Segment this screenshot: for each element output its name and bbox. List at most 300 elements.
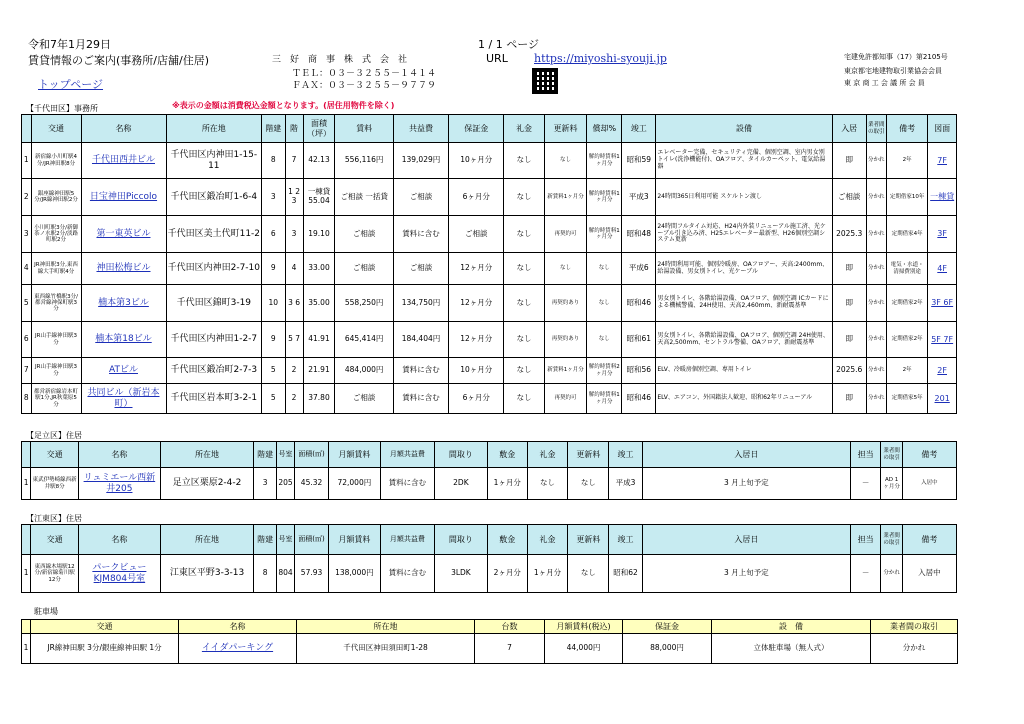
row-rent: ご相談 bbox=[335, 384, 393, 414]
cell-plan bbox=[928, 179, 957, 216]
cell-name bbox=[81, 143, 166, 179]
property-name-link[interactable]: 千代田西井ビル bbox=[91, 155, 155, 166]
row-note: 定期借家5年 bbox=[886, 384, 927, 414]
row-key: なし bbox=[504, 358, 544, 384]
row-no: 3 bbox=[22, 216, 32, 253]
row-count: 7 bbox=[475, 634, 545, 664]
cell-name bbox=[81, 253, 166, 285]
row-no: 4 bbox=[22, 253, 32, 285]
col-access: 交通 bbox=[31, 442, 79, 468]
row-note: 定期借家2年 bbox=[886, 322, 927, 358]
row-renew: 再契約可 bbox=[544, 384, 587, 414]
row-deposit: 2ヶ月分 bbox=[487, 555, 527, 593]
row-area: 33.00 bbox=[303, 253, 335, 285]
col-area: 面積(㎡) bbox=[295, 525, 329, 555]
col-floors: 階建 bbox=[254, 525, 276, 555]
col-count: 台数 bbox=[475, 620, 545, 634]
col-built: 竣工 bbox=[609, 442, 643, 468]
floor-plan-link[interactable]: 7F bbox=[937, 155, 947, 165]
row-renew: なし bbox=[544, 143, 587, 179]
row-move: 2025.6 bbox=[832, 358, 866, 384]
row-floor: 3 bbox=[285, 216, 303, 253]
row-access: 東西線木場駅12分/新宿線菊川駅12分 bbox=[31, 555, 79, 593]
floor-plan-link[interactable]: 2F bbox=[937, 365, 947, 375]
col-floor: 階 bbox=[285, 115, 303, 143]
row-common: 139,029円 bbox=[393, 143, 448, 179]
row-area: 21.91 bbox=[303, 358, 335, 384]
row-floors: 6 bbox=[262, 216, 285, 253]
row-note: 2年 bbox=[886, 358, 927, 384]
row-move: 2025.3 bbox=[832, 216, 866, 253]
col-amort: 償却% bbox=[587, 115, 622, 143]
row-built: 昭和59 bbox=[622, 143, 656, 179]
row-renew: 新賃料1ヶ月分 bbox=[544, 179, 587, 216]
row-no: 8 bbox=[22, 384, 32, 414]
row-renew: なし bbox=[544, 253, 587, 285]
row-trade: 分かれ bbox=[866, 384, 886, 414]
row-no: 1 bbox=[22, 143, 32, 179]
col-trade: 業者間の取引 bbox=[866, 115, 886, 143]
col-access: 交通 bbox=[31, 115, 81, 143]
row-area: 41.91 bbox=[303, 322, 335, 358]
cell-plan bbox=[928, 322, 957, 358]
row-no: 5 bbox=[22, 285, 32, 322]
row-access: JR神田駅3分,東西線大手町駅4分 bbox=[31, 253, 81, 285]
company-tel: ＴＥＬ：０３－３２５５－１４１４ bbox=[292, 69, 437, 79]
row-key: なし bbox=[504, 384, 544, 414]
col-deposit: 敷金 bbox=[487, 525, 527, 555]
row-built: 平成3 bbox=[609, 468, 643, 500]
row-common: ご相談 bbox=[393, 179, 448, 216]
cell-name bbox=[81, 358, 166, 384]
row-renew: 再契約あり bbox=[544, 285, 587, 322]
row-move: 即 bbox=[832, 285, 866, 322]
property-name-link[interactable]: 神田松梅ビル bbox=[96, 263, 151, 274]
row-area: 37.80 bbox=[303, 384, 335, 414]
row-no: 1 bbox=[22, 468, 31, 500]
row-floors: 9 bbox=[262, 253, 285, 285]
row-layout: 3LDK bbox=[434, 555, 487, 593]
col-common: 月額共益費 bbox=[380, 525, 434, 555]
col-floors: 階建 bbox=[254, 442, 276, 468]
row-layout: 2DK bbox=[434, 468, 487, 500]
row-addr: 千代田区内神田1-2-7 bbox=[166, 322, 262, 358]
row-amort: 解約時賃料1ヶ月分 bbox=[587, 179, 622, 216]
table-row[interactable] bbox=[22, 555, 957, 593]
row-amort: なし bbox=[587, 322, 622, 358]
page-indicator: 1 / 1 ページ bbox=[478, 38, 539, 51]
col-no bbox=[22, 442, 31, 468]
row-addr: 千代田区鍛冶町1-6-4 bbox=[166, 179, 262, 216]
row-equip: 男女別トイレ、各階給湯設備、OAフロア、個別空調 24H使用、天高2,500mm、セントラル警備、OAフロア、新耐震基準 bbox=[656, 322, 832, 358]
cell-plan bbox=[928, 253, 957, 285]
row-key: 1ヶ月分 bbox=[527, 555, 568, 593]
col-rent: 月額賃料 bbox=[328, 442, 380, 468]
row-room: 205 bbox=[276, 468, 294, 500]
row-amort: 解約時賃料1ヶ月分 bbox=[587, 143, 622, 179]
cell-plan bbox=[928, 384, 957, 414]
cell-name bbox=[81, 384, 166, 414]
floor-plan-link[interactable]: 3F bbox=[937, 229, 947, 239]
row-address: 足立区栗原2-4-2 bbox=[160, 468, 254, 500]
row-move: 即 bbox=[832, 322, 866, 358]
row-common: 賃料に含む bbox=[393, 216, 448, 253]
row-floors: 3 bbox=[254, 468, 276, 500]
row-addr: 千代田区内神田1-15-11 bbox=[166, 143, 262, 179]
col-address: 所在地 bbox=[166, 115, 262, 143]
row-addr: 千代田区錦町3-19 bbox=[166, 285, 262, 322]
table-row[interactable] bbox=[22, 143, 957, 179]
row-floor: 5 7 bbox=[285, 322, 303, 358]
row-move: 3 月上旬予定 bbox=[642, 555, 850, 593]
row-floor: 2 bbox=[285, 358, 303, 384]
row-floors: 5 bbox=[262, 358, 285, 384]
row-access: JR山手線神田駅3分 bbox=[31, 358, 81, 384]
col-name: 名称 bbox=[79, 525, 161, 555]
col-key: 礼金 bbox=[527, 525, 568, 555]
row-move: 即 bbox=[832, 143, 866, 179]
association-2: 東 京 商 工 会 議 所 会 員 bbox=[844, 79, 925, 87]
floor-plan-link[interactable]: 一棟貸 bbox=[930, 192, 955, 202]
floor-plan-link[interactable]: 3F 6F bbox=[931, 298, 954, 308]
parking-table bbox=[21, 619, 958, 664]
table-row[interactable] bbox=[22, 634, 958, 664]
cell-name bbox=[81, 322, 166, 358]
row-rent: 138,000円 bbox=[328, 555, 380, 593]
col-rent: 月額賃料(税込) bbox=[545, 620, 623, 634]
row-access: 東西線竹橋駅3分/都営線神保町駅3分 bbox=[31, 285, 81, 322]
col-address: 所在地 bbox=[160, 442, 254, 468]
col-built: 竣工 bbox=[622, 115, 656, 143]
parking-header-row bbox=[22, 620, 958, 634]
row-key: なし bbox=[504, 143, 544, 179]
company-name: 三 好 商 事 株 式 会 社 bbox=[272, 55, 408, 65]
col-layout: 間取り bbox=[434, 442, 487, 468]
row-key: なし bbox=[504, 322, 544, 358]
row-no: 6 bbox=[22, 322, 32, 358]
property-name-link[interactable]: 楠本第18ビル bbox=[95, 334, 152, 345]
row-address: 江東区平野3-3-13 bbox=[160, 555, 254, 593]
row-note: 2年 bbox=[886, 143, 927, 179]
col-staff: 担当 bbox=[850, 442, 881, 468]
row-area: 57.93 bbox=[295, 555, 329, 593]
row-addr: 千代田区美土代町11-2 bbox=[166, 216, 262, 253]
table-row[interactable] bbox=[22, 384, 957, 414]
row-equip: 24時間利用可能、個別冷暖房、OAフロアー、天高:2400mm、給湯設備、男女別トイレ、光ケーブル bbox=[656, 253, 832, 285]
office-header-row bbox=[22, 115, 957, 143]
row-key: なし bbox=[504, 216, 544, 253]
cell-plan bbox=[928, 216, 957, 253]
col-access: 交通 bbox=[31, 620, 179, 634]
row-built: 昭和46 bbox=[622, 384, 656, 414]
website-link[interactable]: https://miyoshi-syouji.jp bbox=[534, 52, 667, 65]
row-note: 定期借家2年 bbox=[886, 285, 927, 322]
row-area: 35.00 bbox=[303, 285, 335, 322]
row-amort: なし bbox=[587, 253, 622, 285]
row-note: 定期借家4年 bbox=[886, 216, 927, 253]
issue-date: 令和7年1月29日 bbox=[28, 38, 111, 51]
license-number: 宅建免許都知事（17）第2105号 bbox=[844, 53, 948, 61]
row-equip: 男女別トイレ、各階給湯設備、OAフロア、個別空調 ICカードによる機械警備、24H使用、天高2,460mm、新耐震基準 bbox=[656, 285, 832, 322]
col-name: 名称 bbox=[81, 115, 166, 143]
table-row[interactable] bbox=[22, 179, 957, 216]
col-address: 所在地 bbox=[297, 620, 475, 634]
koto-header-row bbox=[22, 525, 957, 555]
table-row[interactable] bbox=[22, 358, 957, 384]
row-trade: 分かれ bbox=[866, 322, 886, 358]
row-equip: 24時間365日利用可能 スケルトン渡し bbox=[656, 179, 832, 216]
row-deposit: 88,000円 bbox=[623, 634, 712, 664]
row-no: 1 bbox=[22, 634, 31, 664]
row-amort: 解約時賃料1ヶ月分 bbox=[587, 216, 622, 253]
row-access: 小川町駅3分/新御茶ノ水駅2分/淡路町駅2分 bbox=[31, 216, 81, 253]
row-equip: ELV、エアコン、外国籍法人歓迎、昭和62年リニューアル bbox=[656, 384, 832, 414]
row-common: 賃料に含む bbox=[393, 384, 448, 414]
property-name-link[interactable]: 楠本第3ビル bbox=[98, 297, 149, 308]
col-common: 共益費 bbox=[393, 115, 448, 143]
top-page-link[interactable]: トップページ bbox=[38, 78, 104, 91]
row-trade: 分かれ bbox=[866, 358, 886, 384]
col-room: 号室 bbox=[276, 442, 294, 468]
parking-name-link[interactable]: イイダパーキング bbox=[201, 643, 274, 654]
row-key: なし bbox=[527, 468, 568, 500]
col-equip: 設 備 bbox=[712, 620, 871, 634]
row-amort: 解約時賃料2ヶ月分 bbox=[587, 358, 622, 384]
col-no bbox=[22, 115, 32, 143]
row-equip: エレベーター完備、セキュリティ完備、個別空調、室内男女別トイレ(洗浄機能付)、OAフロア、タイルカーペット、電気給湯器 bbox=[656, 143, 832, 179]
col-trade: 業者間の取引 bbox=[881, 442, 902, 468]
cell-name bbox=[81, 285, 166, 322]
row-floors: 9 bbox=[262, 322, 285, 358]
association-1: 東京都宅地建物取引業協会会員 bbox=[844, 67, 942, 75]
koto-section-title: 【江東区】住居 bbox=[26, 514, 82, 523]
col-move: 入居 bbox=[832, 115, 866, 143]
tax-note: ※表示の金額は消費税込金額となります。(居住用物件を除く) bbox=[172, 101, 395, 110]
row-area: 42.13 bbox=[303, 143, 335, 179]
row-built: 昭和46 bbox=[622, 285, 656, 322]
col-deposit: 敷金 bbox=[487, 442, 527, 468]
row-floors: 8 bbox=[254, 555, 276, 593]
row-floor: 4 bbox=[285, 253, 303, 285]
table-row[interactable] bbox=[22, 468, 957, 500]
row-floors: 5 bbox=[262, 384, 285, 414]
row-built: 昭和62 bbox=[609, 555, 643, 593]
row-common: ご相談 bbox=[393, 253, 448, 285]
row-move: ご相談 bbox=[832, 179, 866, 216]
col-staff: 担当 bbox=[850, 525, 881, 555]
row-trade: AD 1ヶ月分 bbox=[881, 468, 902, 500]
koto-table bbox=[21, 524, 957, 593]
row-deposit: 12ヶ月分 bbox=[449, 322, 504, 358]
row-trade: 分かれ bbox=[866, 216, 886, 253]
row-room: 804 bbox=[276, 555, 294, 593]
row-no: 1 bbox=[22, 555, 31, 593]
row-renew: なし bbox=[568, 468, 609, 500]
row-floor: 7 bbox=[285, 143, 303, 179]
row-floors: 8 bbox=[262, 143, 285, 179]
floor-plan-link[interactable]: 4F bbox=[937, 263, 947, 273]
property-name-link[interactable]: ATビル bbox=[109, 365, 138, 376]
row-area: 一棟貸 55.04 bbox=[303, 179, 335, 216]
floor-plan-link[interactable]: 5F 7F bbox=[931, 334, 954, 344]
col-note: 備考 bbox=[902, 442, 956, 468]
row-equip: 立体駐車場（無人式） bbox=[712, 634, 871, 664]
cell-plan bbox=[928, 358, 957, 384]
row-note: 電気・水道・清掃費別途 bbox=[886, 253, 927, 285]
col-layout: 間取り bbox=[434, 525, 487, 555]
row-floors: 3 bbox=[262, 179, 285, 216]
row-common: 賃料に含む bbox=[380, 555, 434, 593]
row-common: 184,404円 bbox=[393, 322, 448, 358]
row-built: 昭和56 bbox=[622, 358, 656, 384]
row-trade: 分かれ bbox=[881, 555, 902, 593]
row-floors: 10 bbox=[262, 285, 285, 322]
row-access: 銀座線神田駅5分/JR線神田駅2分 bbox=[31, 179, 81, 216]
col-common: 月額共益費 bbox=[380, 442, 434, 468]
row-access: 都営新宿線岩本町駅1分,JR秋葉原5分 bbox=[31, 384, 81, 414]
row-deposit: 10ヶ月分 bbox=[449, 143, 504, 179]
row-area: 19.10 bbox=[303, 216, 335, 253]
row-area: 45.32 bbox=[295, 468, 329, 500]
parking-section-title: 駐車場 bbox=[34, 607, 58, 616]
col-deposit: 保証金 bbox=[623, 620, 712, 634]
row-rent: ご相談 bbox=[335, 216, 393, 253]
row-equip: ELV、冷暖房個別空調、専用トイレ bbox=[656, 358, 832, 384]
table-row[interactable] bbox=[22, 216, 957, 253]
office-section-title: 【千代田区】事務所 bbox=[26, 104, 98, 113]
col-no bbox=[22, 620, 31, 634]
col-built: 竣工 bbox=[609, 525, 643, 555]
row-floor: 1 2 3 bbox=[285, 179, 303, 216]
row-note: 入居中 bbox=[902, 555, 956, 593]
row-access: 東武伊勢崎線西新井駅8分 bbox=[31, 468, 79, 500]
property-name-link[interactable]: パークビューKJM804号室 bbox=[92, 563, 147, 584]
property-name-link[interactable]: 第一東英ビル bbox=[96, 228, 151, 239]
table-row[interactable] bbox=[22, 285, 957, 322]
col-move: 入居日 bbox=[642, 442, 850, 468]
row-amort: なし bbox=[587, 285, 622, 322]
col-equip: 設備 bbox=[656, 115, 832, 143]
col-room: 号室 bbox=[276, 525, 294, 555]
row-key: なし bbox=[504, 179, 544, 216]
row-deposit: 12ヶ月分 bbox=[449, 285, 504, 322]
qr-code[interactable] bbox=[532, 68, 558, 94]
floor-plan-link[interactable]: 201 bbox=[934, 393, 950, 403]
row-addr: 千代田区岩本町3-2-1 bbox=[166, 384, 262, 414]
row-access: 新宿線小川町駅4分/JR神田駅8分 bbox=[31, 143, 81, 179]
row-amort: 解約時賃料1ヶ月分 bbox=[587, 384, 622, 414]
row-addr: 千代田区内神田2-7-10 bbox=[166, 253, 262, 285]
row-built: 平成6 bbox=[622, 253, 656, 285]
col-trade: 業者間の取引 bbox=[871, 620, 958, 634]
table-row[interactable] bbox=[22, 322, 957, 358]
row-deposit: 12ヶ月分 bbox=[449, 253, 504, 285]
col-access: 交通 bbox=[31, 525, 79, 555]
row-addr: 千代田区鍛冶町2-7-3 bbox=[166, 358, 262, 384]
url-label: URL bbox=[486, 52, 508, 65]
row-rent: 645,414円 bbox=[335, 322, 393, 358]
row-rent: 44,000円 bbox=[545, 634, 623, 664]
col-floors: 階建 bbox=[262, 115, 285, 143]
col-key: 礼金 bbox=[527, 442, 568, 468]
col-renew: 更新料 bbox=[544, 115, 587, 143]
row-rent: ご相談 一括貸 bbox=[335, 179, 393, 216]
row-move: 即 bbox=[832, 253, 866, 285]
property-name-link[interactable]: リュミエール西新井205 bbox=[83, 473, 156, 494]
property-name-link[interactable]: 日宝神田Piccolo bbox=[89, 191, 158, 202]
row-renew: 再契約可 bbox=[544, 216, 587, 253]
row-equip: 24時間フルタイム対応、H24内外装リニューアル施工済、光ケーブル引き込み済、H25エレベーター最新型、H26個別空調システム更新 bbox=[656, 216, 832, 253]
row-rent: ご相談 bbox=[335, 253, 393, 285]
row-renew: なし bbox=[568, 555, 609, 593]
adachi-table bbox=[21, 441, 957, 500]
row-deposit: ご相談 bbox=[449, 216, 504, 253]
col-address: 所在地 bbox=[160, 525, 254, 555]
cell-plan bbox=[928, 143, 957, 179]
col-trade: 業者間の取引 bbox=[881, 525, 902, 555]
row-floor: 2 bbox=[285, 384, 303, 414]
col-rent: 賃料 bbox=[335, 115, 393, 143]
row-renew: 新賃料1ヶ月分 bbox=[544, 358, 587, 384]
row-access: JR線神田駅 3分/銀座線神田駅 1分 bbox=[31, 634, 179, 664]
col-renew: 更新料 bbox=[568, 525, 609, 555]
row-trade: 分かれ bbox=[866, 143, 886, 179]
row-rent: 484,000円 bbox=[335, 358, 393, 384]
row-common: 賃料に含む bbox=[393, 358, 448, 384]
row-built: 昭和61 bbox=[622, 322, 656, 358]
row-built: 平成3 bbox=[622, 179, 656, 216]
table-row[interactable] bbox=[22, 253, 957, 285]
row-note: 入居中 bbox=[902, 468, 956, 500]
row-note: 定期借家10年 bbox=[886, 179, 927, 216]
row-deposit: 1ヶ月分 bbox=[487, 468, 527, 500]
row-key: なし bbox=[504, 253, 544, 285]
col-name: 名称 bbox=[79, 442, 161, 468]
row-address: 千代田区神田須田町1-28 bbox=[297, 634, 475, 664]
row-common: 賃料に含む bbox=[380, 468, 434, 500]
row-rent: 72,000円 bbox=[328, 468, 380, 500]
adachi-section-title: 【足立区】住居 bbox=[26, 431, 82, 440]
row-key: なし bbox=[504, 285, 544, 322]
row-rent: 558,250円 bbox=[335, 285, 393, 322]
col-renew: 更新料 bbox=[568, 442, 609, 468]
row-staff: － bbox=[850, 468, 881, 500]
row-renew: 再契約あり bbox=[544, 322, 587, 358]
cell-name bbox=[81, 179, 166, 216]
row-move: 即 bbox=[832, 384, 866, 414]
property-name-link[interactable]: 共同ビル（新岩本町） bbox=[87, 388, 160, 409]
row-trade: 分かれ bbox=[866, 285, 886, 322]
row-built: 昭和48 bbox=[622, 216, 656, 253]
row-trade: 分かれ bbox=[866, 253, 886, 285]
row-trade: 分かれ bbox=[871, 634, 958, 664]
col-deposit: 保証金 bbox=[449, 115, 504, 143]
col-area: 面積（坪） bbox=[303, 115, 335, 143]
row-move: 3 月上旬予定 bbox=[642, 468, 850, 500]
row-trade: 分かれ bbox=[866, 179, 886, 216]
page-title: 賃貸情報のご案内(事務所/店舗/住居) bbox=[28, 54, 209, 67]
row-deposit: 10ヶ月分 bbox=[449, 358, 504, 384]
col-rent: 月額賃料 bbox=[328, 525, 380, 555]
col-plan: 図面 bbox=[928, 115, 957, 143]
adachi-header-row bbox=[22, 442, 957, 468]
col-note: 備考 bbox=[902, 525, 956, 555]
col-key: 礼金 bbox=[504, 115, 544, 143]
col-name: 名称 bbox=[179, 620, 297, 634]
row-common: 134,750円 bbox=[393, 285, 448, 322]
row-no: 2 bbox=[22, 179, 32, 216]
company-fax: ＦＡＸ：０３－３２５５－９７７９ bbox=[292, 81, 437, 91]
